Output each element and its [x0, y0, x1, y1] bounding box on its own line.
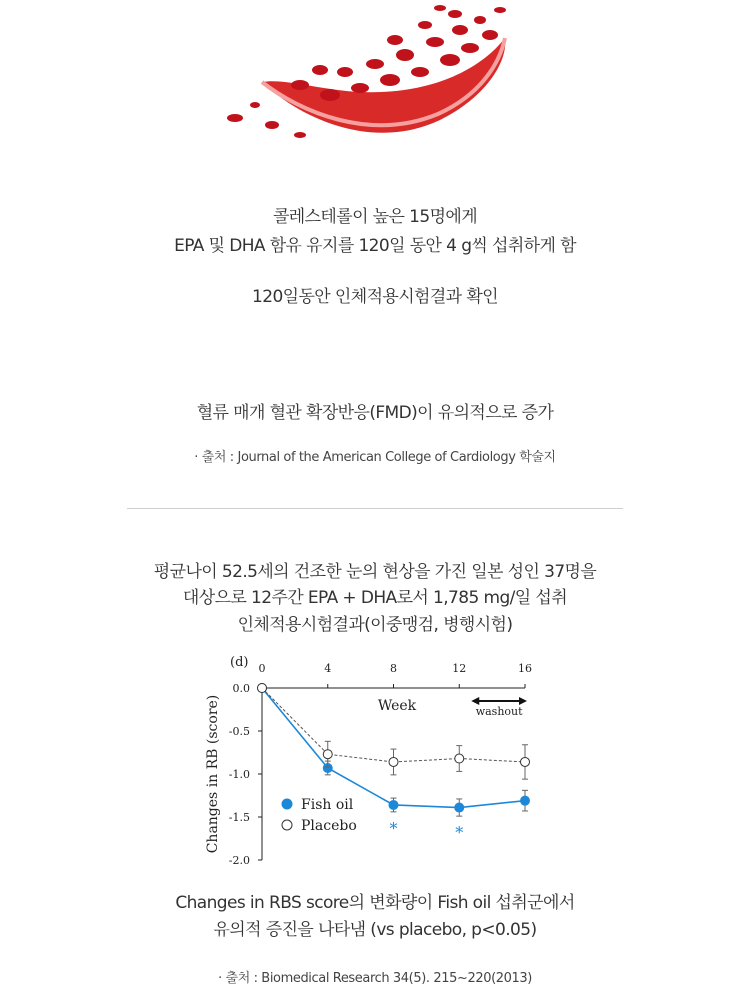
study1-line1: 콜레스테롤이 높은 15명에게 [272, 207, 478, 227]
significance-marker: * [455, 823, 464, 843]
study2-source: · 출처 : Biomedical Research 34(5). 215~220(2013) [218, 971, 532, 986]
rbs-score-chart [195, 650, 555, 865]
panel-label: (d) [230, 655, 249, 670]
study1-source: · 출처 : Journal of the American College of Cardiology 학술지 [194, 450, 556, 465]
placebo-point [455, 754, 464, 763]
placebo-legend-marker [282, 820, 292, 830]
y-axis-label: Changes in RB (score) [205, 694, 221, 854]
y-tick-label: -1.5 [228, 811, 250, 824]
washout-arrow-right-head [519, 697, 527, 705]
study2-line2: 대상으로 12주간 EPA + DHA로서 1,785 mg/일 섭취 [182, 588, 568, 608]
washout-arrow-left-head [471, 697, 479, 705]
fish-oil-point [521, 796, 530, 805]
section-divider [127, 508, 623, 509]
washout-label: washout [475, 705, 523, 718]
study1-line2: EPA 및 DHA 함유 유지를 120일 동안 4 g씩 섭취하게 함 [174, 236, 576, 256]
study1-line3: 120일동안 인체적용시험결과 확인 [252, 287, 498, 307]
y-tick-label: 0.0 [232, 682, 250, 695]
x-tick-label: 8 [390, 662, 397, 675]
x-tick-label: 16 [518, 662, 532, 675]
study2-result-line1: Changes in RBS score의 변화량이 Fish oil 섭취군에서 [175, 893, 575, 913]
placebo-legend-label: Placebo [301, 818, 357, 834]
study2-line1: 평균나이 52.5세의 건조한 눈의 현상을 가진 일본 성인 37명을 [153, 562, 597, 582]
fish-oil-legend-marker [282, 799, 292, 809]
placebo-point [323, 750, 332, 759]
study2-result-line2: 유의적 증진을 나타냄 (vs placebo, p<0.05) [213, 920, 537, 940]
y-tick-label: -2.0 [228, 854, 250, 865]
x-tick-label: 0 [258, 662, 266, 675]
placebo-point [258, 684, 267, 693]
x-tick-label: 12 [452, 662, 467, 675]
y-tick-label: -0.5 [228, 725, 250, 738]
x-axis-label: Week [377, 698, 417, 714]
fish-oil-point [389, 800, 398, 809]
significance-marker: * [389, 818, 398, 838]
placebo-point [389, 757, 398, 766]
study2-line3: 인체적용시험결과(이중맹검, 병행시험) [237, 615, 513, 635]
placebo-point [521, 757, 530, 766]
y-tick-label: -1.0 [228, 768, 250, 781]
study1-result: 혈류 매개 혈관 확장반응(FMD)이 유의적으로 증가 [196, 403, 554, 423]
fish-oil-legend-label: Fish oil [301, 797, 354, 813]
blood-vessel-illustration [0, 0, 750, 170]
fish-oil-point [455, 803, 464, 812]
x-tick-label: 4 [324, 662, 332, 675]
